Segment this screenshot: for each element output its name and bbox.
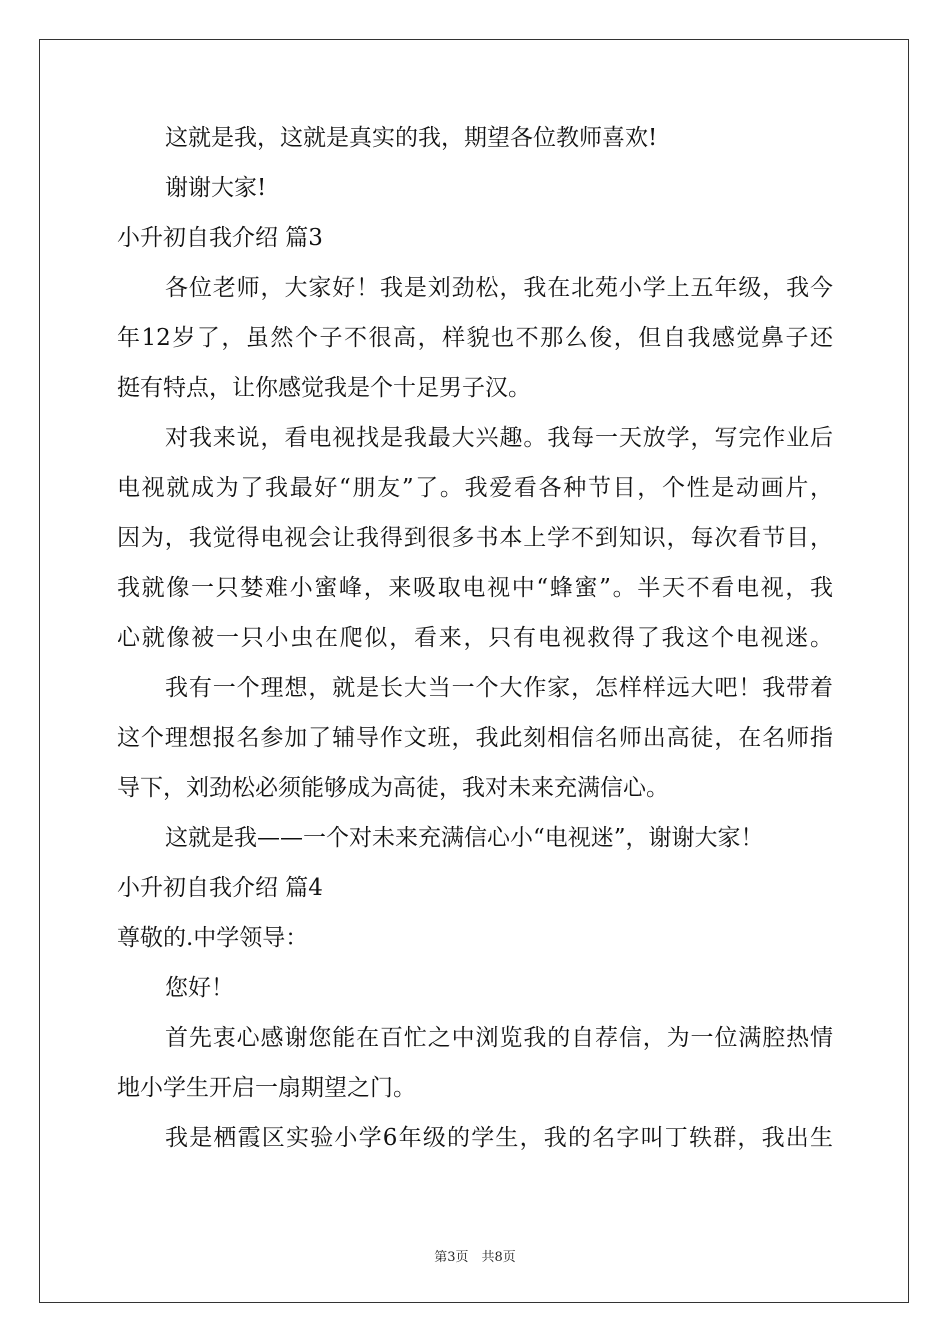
text-line: 地小学生开启一扇期望之门。 [117, 1075, 416, 1101]
text-line: 谢谢大家! [165, 175, 267, 201]
text-line: 您好！ [165, 975, 234, 1001]
text-line: 我有一个理想，就是长大当一个大作家，怎样样远大吧！我带着 [165, 675, 833, 701]
text-line: 尊敬的.中学领导： [117, 925, 309, 951]
text-line: 小升初自我介绍 篇4 [117, 875, 323, 901]
text-line: 首先衷心感谢您能在百忙之中浏览我的自荐信，为一位满腔热情 [165, 1025, 833, 1051]
text-line: 我是栖霞区实验小学6年级的学生，我的名字叫丁轶群，我出生 [165, 1125, 833, 1151]
text-line: 各位老师，大家好！我是刘劲松，我在北苑小学上五年级，我今 [165, 275, 833, 301]
text-line: 电视就成为了我最好“朋友”了。我爱看各种节目，个性是动画片， [117, 475, 833, 501]
document-body [117, 126, 833, 1176]
text-line: 导下，刘劲松必须能够成为高徒，我对未来充满信心。 [117, 775, 669, 801]
text-line: 我就像一只婪难小蜜峰，来吸取电视中“蜂蜜”。半天不看电视，我 [117, 575, 833, 601]
text-line: 这就是我——一个对未来充满信心小“电视迷”，谢谢大家！ [165, 825, 764, 851]
text-line: 因为，我觉得电视会让我得到很多书本上学不到知识，每次看节目， [117, 525, 833, 551]
text-line: 这个理想报名参加了辅导作文班，我此刻相信名师出高徒，在名师指 [117, 725, 833, 751]
text-line: 年12岁了，虽然个子不很高，样貌也不那么俊，但自我感觉鼻子还 [117, 325, 833, 351]
text-line: 这就是我，这就是真实的我，期望各位教师喜欢! [165, 125, 658, 151]
text-line: 挺有特点，让你感觉我是个十足男子汉。 [117, 375, 531, 401]
text-line: 对我来说，看电视找是我最大兴趣。我每一天放学，写完作业后 [165, 425, 833, 451]
text-line: 心就像被一只小虫在爬似，看来，只有电视救得了我这个电视迷。 [117, 625, 833, 651]
text-line: 小升初自我介绍 篇3 [117, 225, 323, 251]
page-number-footer: 第3页 共8页 [434, 1250, 516, 1265]
